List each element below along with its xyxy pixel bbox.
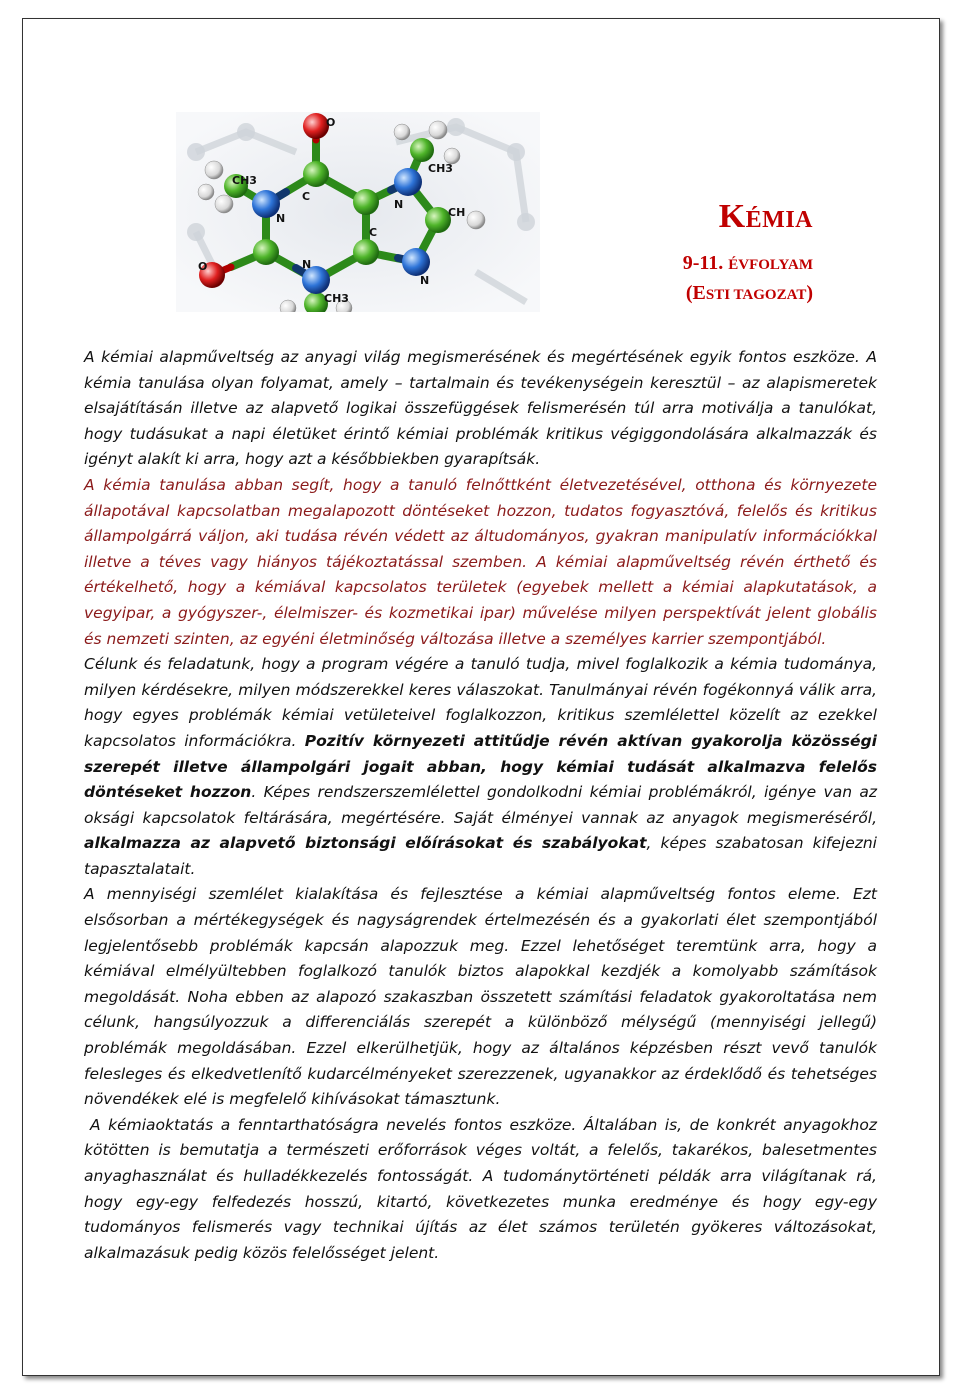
label-o2: O [198,260,208,273]
label-o1: O [326,116,336,129]
paragraph-goals: Célunk és feladatunk, hogy a program végére a tanuló tudja, mivel foglalkozik a kémia tudománya, milyen kérdésekre, milyen módszerekkel keres válaszokat. Tanulmányai révén fogékonnyá válik arra, hogy egyes problémák kémiai vetületeivel foglalkozzon, kritikus szemlélettel közelít az ezekkel kapcsolatos információkra. Pozitív környezeti attitűdje révén aktívan gyakorolja közösségi szerepét illetve állampolgári jogait abban, hogy kémiai tudását alkalmazva felelős döntéseket hozzon. Képes rendszerszemlélettel gondolkodni kémiai problémákról, igénye van az oksági kapcsolatok feltárására, megértésére. Saját élményei vannak az anyagok megismeréséről, alkalmazza az alapvető biztonsági előírásokat és szabályokat, képes szabatosan kifejezni tapasztalatait. [84,655,877,878]
program-subtitle: (ESTI TAGOZAT) [685,282,813,304]
label-n1: N [276,212,286,225]
label-ch3-top: CH3 [428,162,453,175]
page-title: KÉMIA [718,198,813,235]
grade-subtitle: 9-11. ÉVFOLYAM [682,252,813,274]
label-ch: CH [448,206,466,219]
paragraph-benefits: A kémia tanulása abban segít, hogy a tanuló felnőttként életvezetésével, otthona és környezete állapotával kapcsolatban megalapozott döntéseket hozzon, tudatos fogyasztóvá, felelős és kritikus állampolgárrá váljon, aki tudása révén védett az áltudományos, gyakran manipulatív információkkal illetve a téves vagy hiányos tájékoztatással szemben. A kémiai alapműveltség révén érthető és értékelhető, hogy a kémiával kapcsolatos területek (egyebek mellett a kémiai alapkutatások, a vegyipar, a gyógyszer-, élelmiszer- és kozmetikai ipar) művelése milyen perspektívát jelent globális és nemzeti szinten, az egyéni életminőség változása illetve a személyes karrier szempontjából. [84,475,877,648]
label-c2: C [369,226,378,239]
paragraph-intro: A kémiai alapműveltség az anyagi világ megismerésének és megértésének egyik fontos eszköze. A kémia tanulása olyan folyamat, amely – tartalmain és tevékenységein keresztül – az alapismeretek elsajátításán illetve az alapvető logikai összefüggések felismerésén túl arra motiválja a tanulókat, hogy tudásukat a napi életüket érintő kémiai problémák kritikus végiggondolására alkalmazzák és igényt alakít ki arra, hogy azt a későbbiekben gyarapítsák. [84,348,877,469]
label-c1: C [302,190,311,203]
label-ch3-bottom: CH3 [324,292,349,305]
paragraph-sustainability: A kémiaoktatás a fenntarthatóságra nevelés fontos eszköze. Általában is, de konkrét anyagokhoz kötötten is bemutatja a természeti erőforrások véges voltát, a felelős, takarékos, balesetmentes anyaghasználat és hulladékkezelés fontosságát. A tudománytörténeti példák arra világítanak rá, hogy egy-egy felfedezés hosszú, kitartó, következetes munka eredménye és hogy egy-egy tudományos felismerés vagy technikai újítás az élet számos területén gyökeres változásokat, alkalmazásuk pedig közös felelősséget jelent. [84,1115,877,1262]
caffeine-molecule-image [176,112,540,312]
label-n4: N [302,258,312,271]
label-n3: N [420,274,430,287]
document-body [84,345,877,1266]
label-ch3-left: CH3 [232,174,257,187]
paragraph-quantitative: A mennyiségi szemlélet kialakítása és fejlesztése a kémiai alapműveltség fontos eleme. Ezt elsősorban a mértékegységek és nagyságrendek értelmezésén és a gyakorlati élet szempontjából legjelentősebb problémák kapcsán alapozzuk meg. Ezzel lehetőséget teremtünk arra, hogy a kémiával elmélyültebben foglalkozó tanulók biztos alapokkal kezdjék a komolyabb számítások megoldását. Noha ebben az alapozó szakaszban összetett számítási feladatok gyakoroltatása nem célunk, hangsúlyozzuk a differenciálás szerepét a különböző mélységű (mennyiségi jellegű) problémák megoldásában. Ezzel elkerülhetjük, hogy az általános képzésben részt vevő tanulók felesleges és elkedvetlenítő kudarcélményeket szerezzenek, ugyanakkor az érdeklődő és tehetséges növendékek elé is megfelelő kihívásokat támasztunk. [84,885,877,1109]
label-n2: N [394,198,404,211]
